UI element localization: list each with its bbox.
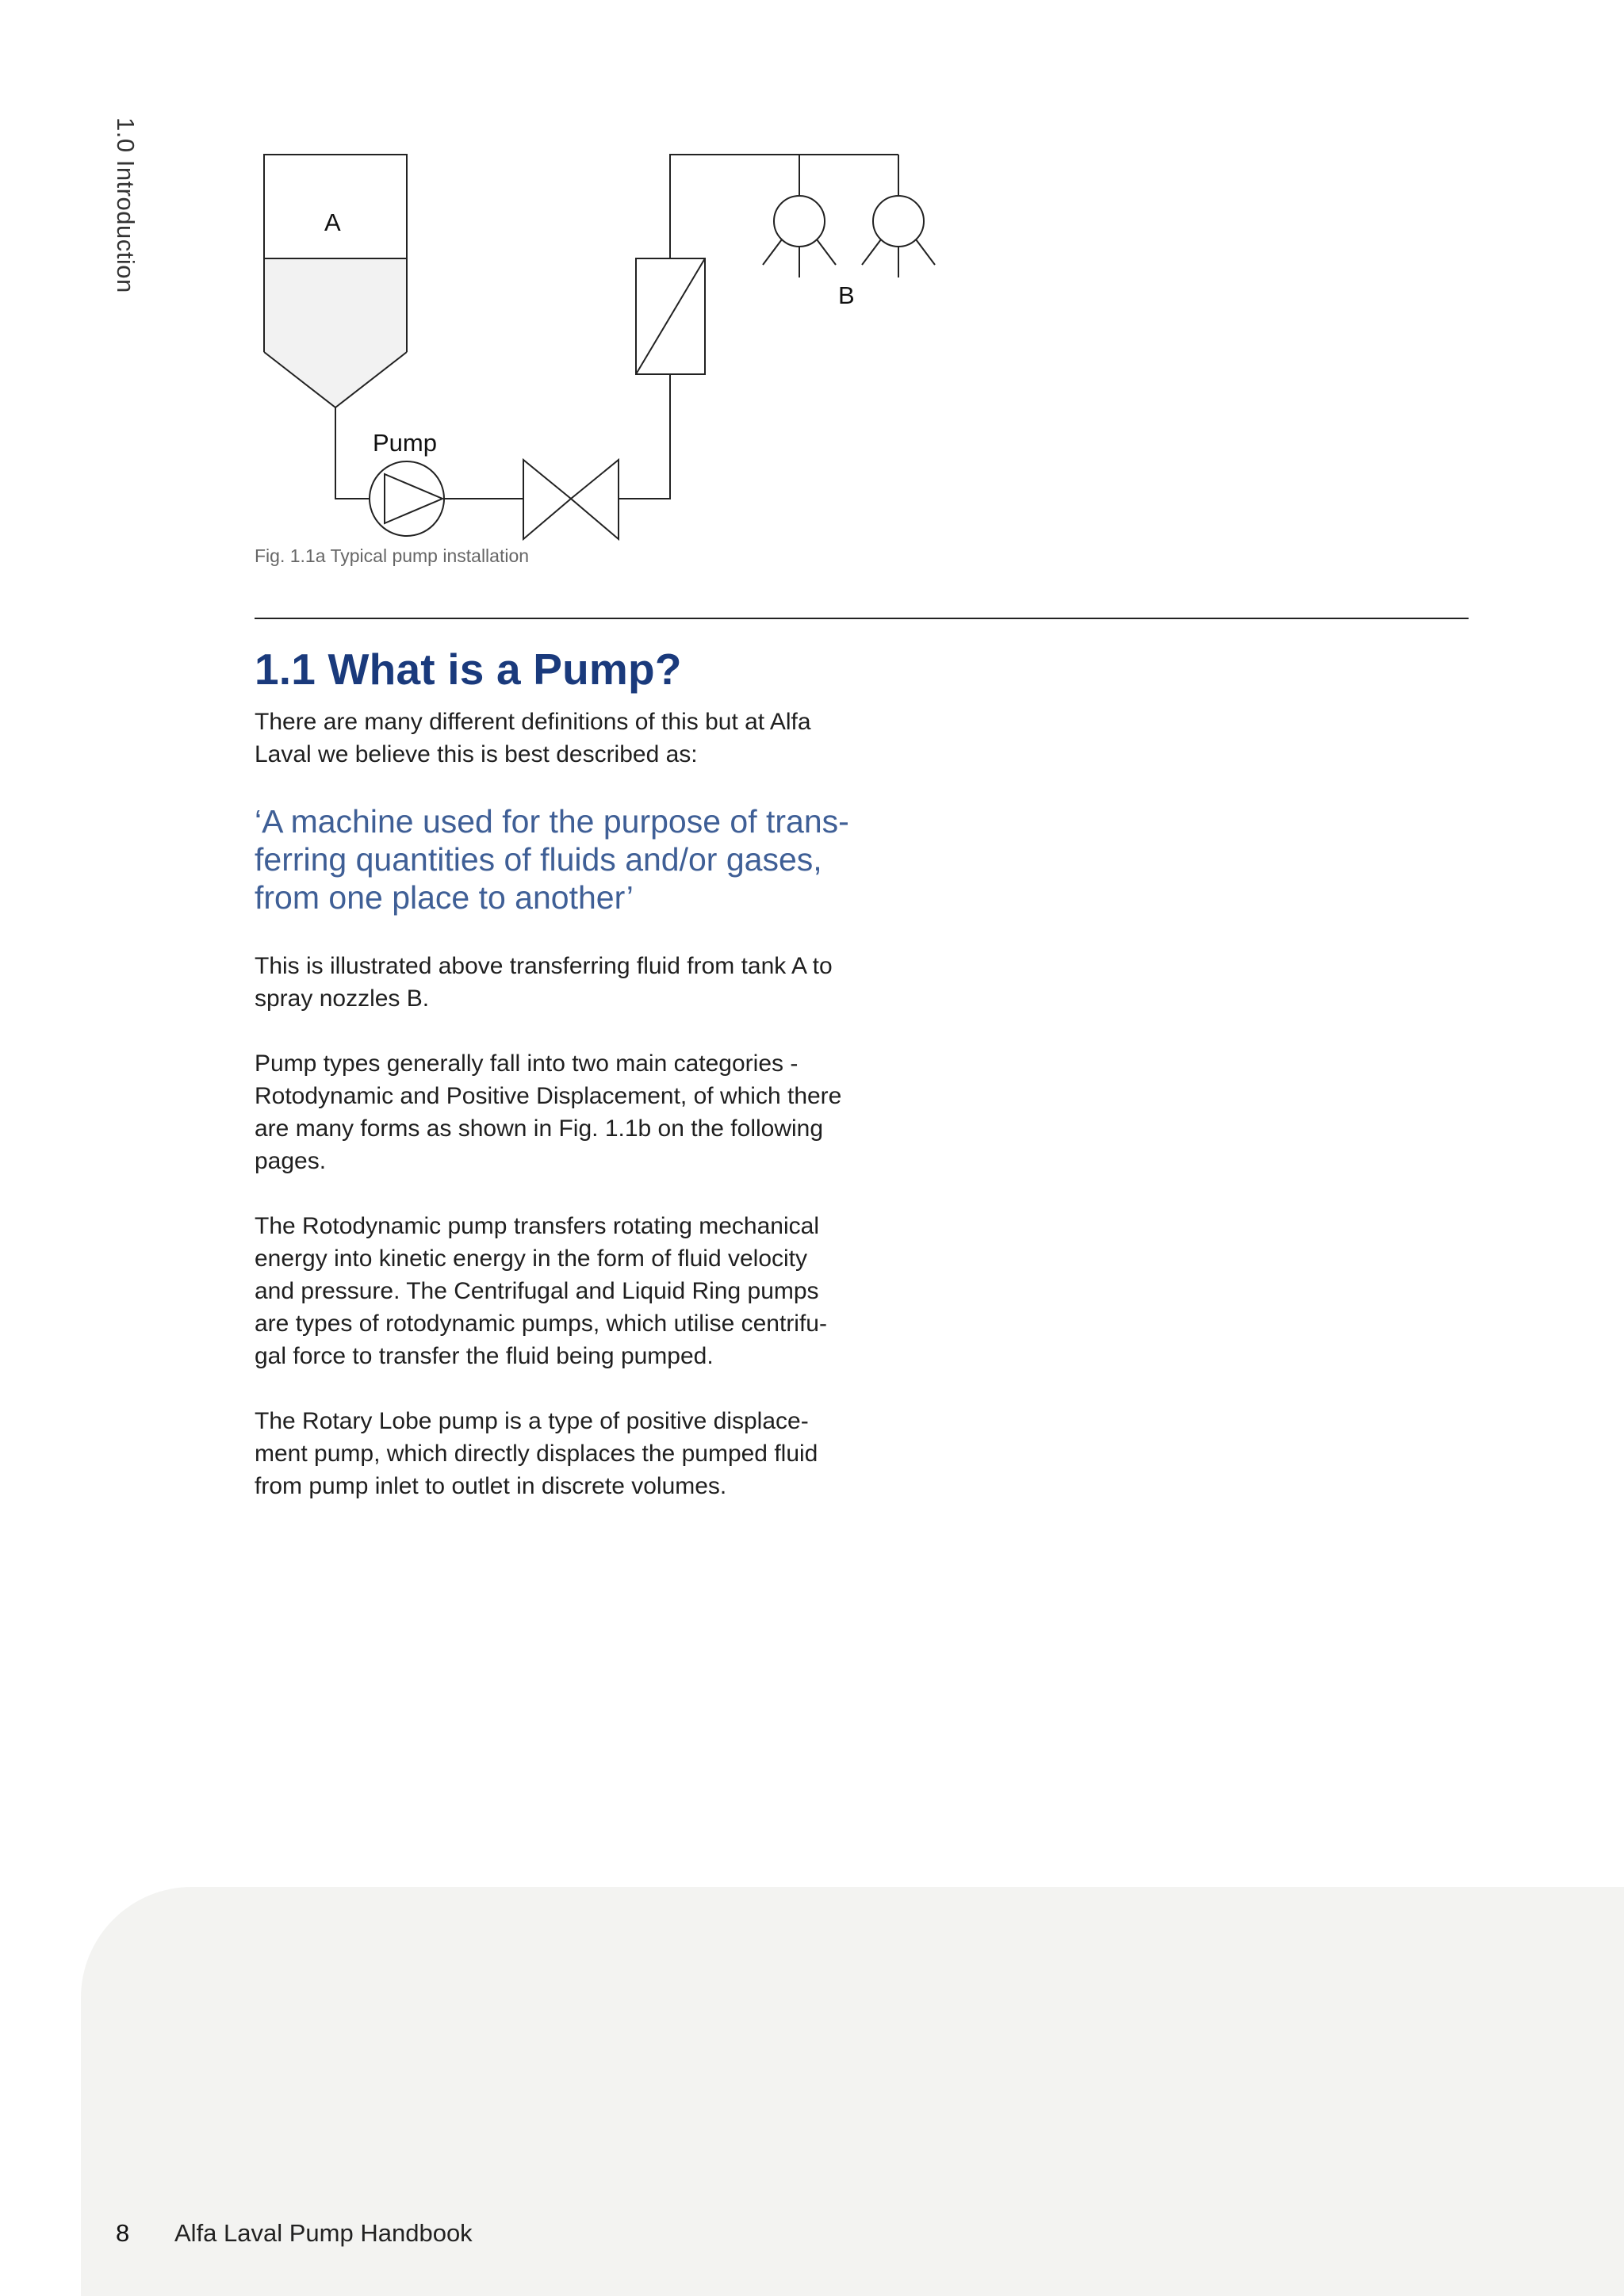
page-number: 8 <box>116 2219 130 2247</box>
pump-installation-diagram <box>246 143 959 571</box>
body-paragraph: Pump types generally fall into two main categories - Rotodynamic and Positive Displacement, of which there are many forms as shown in Fig. 1.1b on the following pages. <box>255 1050 842 1174</box>
pipe-to-filter <box>619 374 670 499</box>
suction-pipe <box>335 408 370 499</box>
body-paragraph: This is illustrated above transferring fluid from tank A to spray nozzles B. <box>255 953 833 1012</box>
main-content <box>255 644 849 1535</box>
section-divider <box>255 618 1469 619</box>
pump-label: Pump <box>373 429 437 457</box>
section-tab: 1.0 Introduction <box>112 117 140 293</box>
filter-symbol <box>636 258 705 374</box>
spray-nozzle <box>763 155 836 277</box>
publication-title: Alfa Laval Pump Handbook <box>174 2219 473 2247</box>
tank-a <box>264 155 407 408</box>
body-paragraph: The Rotodynamic pump transfers rotating mechanical energy into kinetic energy in the form of fluid velocity and pressure. The Centrifugal and Liquid Ring pumps are types of rotodynamic pumps, which utilise centrifu-gal force to transfer the fluid being pumped. <box>255 1213 827 1369</box>
valve-symbol <box>523 460 619 539</box>
section-heading: 1.1 What is a Pump? <box>255 645 682 694</box>
definition-quote: ‘A machine used for the purpose of trans-ferring quantities of fluids and/or gases, from one place to another’ <box>255 803 849 916</box>
pipe-to-nozzles <box>670 155 898 258</box>
body-paragraph: The Rotary Lobe pump is a type of positive displace-ment pump, which directly displaces the pumped fluid from pump inlet to outlet in discrete volumes. <box>255 1408 818 1499</box>
intro-paragraph: There are many different definitions of this but at Alfa Laval we believe this is best described as: <box>255 709 811 767</box>
tank-label-a: A <box>324 209 341 236</box>
pump-symbol <box>370 461 444 536</box>
nozzle-label-b: B <box>838 281 855 309</box>
spray-nozzle <box>862 155 935 277</box>
figure-caption: Fig. 1.1a Typical pump installation <box>255 545 530 566</box>
